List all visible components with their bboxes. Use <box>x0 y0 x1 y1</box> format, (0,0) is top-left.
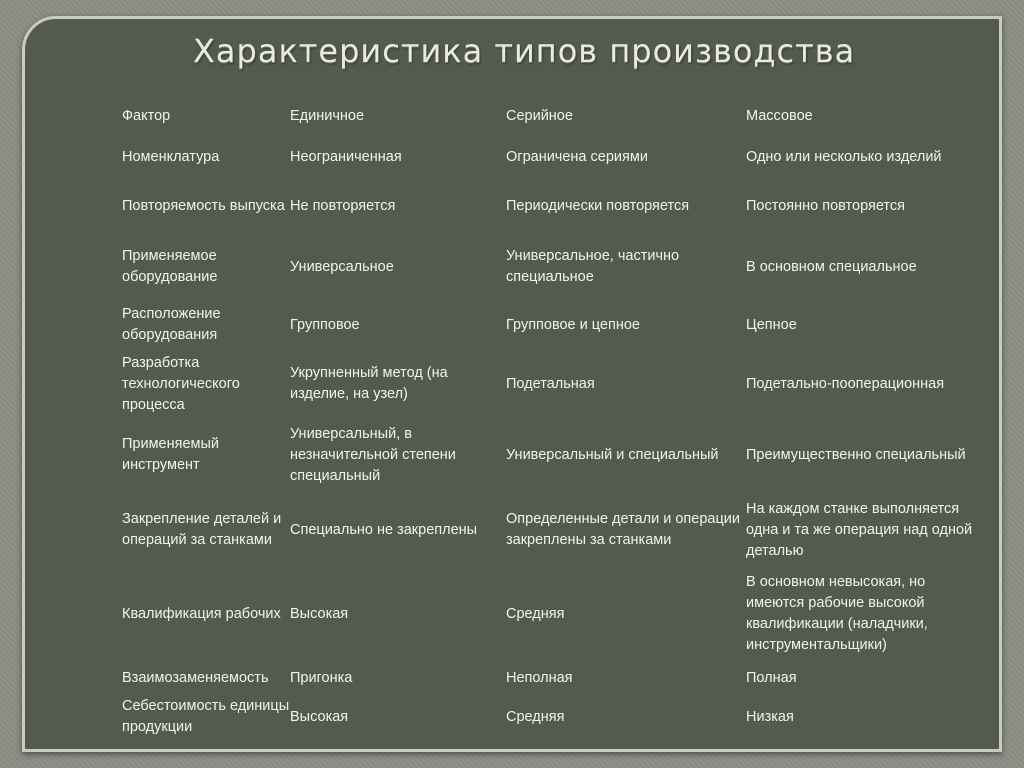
mass-cell: Низкая <box>746 708 794 725</box>
mass-cell: Подетально-пооперационная <box>746 375 945 392</box>
table-row <box>122 661 982 695</box>
slide-panel <box>22 16 1002 752</box>
single-cell: Пригонка <box>290 669 353 686</box>
single-cell: Универсальное <box>290 258 394 275</box>
table-row <box>122 695 982 739</box>
mass-cell: На каждом станке выполняется одна и та же операция над одной деталью <box>746 500 973 559</box>
row-factor-cell: Применяемый инструмент <box>122 436 220 473</box>
table-row <box>122 351 982 417</box>
table-row <box>122 567 982 661</box>
row-factor-cell: Применяемое оборудование <box>122 248 218 285</box>
mass-cell: Постоянно повторяется <box>746 197 905 214</box>
serial-cell: Неполная <box>506 669 573 686</box>
row-factor-cell: Номенклатура <box>122 148 220 165</box>
row-factor-cell: Себестоимость единицы продукции <box>122 698 290 735</box>
single-cell: Неограниченная <box>290 148 402 165</box>
slide-title <box>193 31 855 70</box>
header-single: Единичное <box>290 107 365 124</box>
serial-cell: Групповое и цепное <box>506 316 640 333</box>
serial-cell: Ограничена сериями <box>506 148 648 165</box>
row-factor-cell: Повторяемость выпуска <box>122 197 285 214</box>
mass-cell: Одно или несколько изделий <box>746 148 942 165</box>
serial-cell: Средняя <box>506 605 565 622</box>
single-cell: Высокая <box>290 708 349 725</box>
single-cell: Групповое <box>290 316 360 333</box>
table-row <box>122 493 982 567</box>
row-factor-cell: Расположение оборудования <box>122 306 221 343</box>
mass-cell: Полная <box>746 669 797 686</box>
row-factor-cell: Взаимозаменяемость <box>122 669 269 686</box>
table-row <box>122 417 982 493</box>
table-row <box>122 177 982 235</box>
table-row <box>122 235 982 299</box>
title-text: Характеристика типов производства <box>193 32 856 70</box>
mass-cell: В основном невысокая, но имеются рабочие высокой квалификации (наладчики, инструментальщики) <box>746 574 928 653</box>
header-serial: Серийное <box>506 107 573 124</box>
table-row <box>122 299 982 351</box>
row-factor-cell: Закрепление деталей и операций за станками <box>122 511 282 548</box>
row-factor-cell: Квалификация рабочих <box>122 605 281 622</box>
serial-cell: Универсальное, частично специальное <box>506 248 680 285</box>
table-row <box>122 137 982 177</box>
single-cell: Высокая <box>290 605 349 622</box>
serial-cell: Периодически повторяется <box>506 197 690 214</box>
mass-cell: Цепное <box>746 316 797 333</box>
single-cell: Специально не закреплены <box>290 521 478 538</box>
header-mass: Массовое <box>746 107 813 124</box>
mass-cell: В основном специальное <box>746 258 917 275</box>
production-types-table <box>122 95 982 739</box>
single-cell: Не повторяется <box>290 197 396 214</box>
table-header-row <box>122 95 982 137</box>
serial-cell: Подетальная <box>506 375 595 392</box>
single-cell: Укрупненный метод (на изделие, на узел) <box>290 365 448 402</box>
serial-cell: Определенные детали и операции закреплены за станками <box>506 511 740 548</box>
serial-cell: Универсальный и специальный <box>506 446 719 463</box>
row-factor-cell: Разработка технологического процесса <box>122 354 240 413</box>
mass-cell: Преимущественно специальный <box>746 446 966 463</box>
serial-cell: Средняя <box>506 708 565 725</box>
single-cell: Универсальный, в незначительной степени специальный <box>290 425 456 484</box>
header-factor: Фактор <box>122 107 171 124</box>
